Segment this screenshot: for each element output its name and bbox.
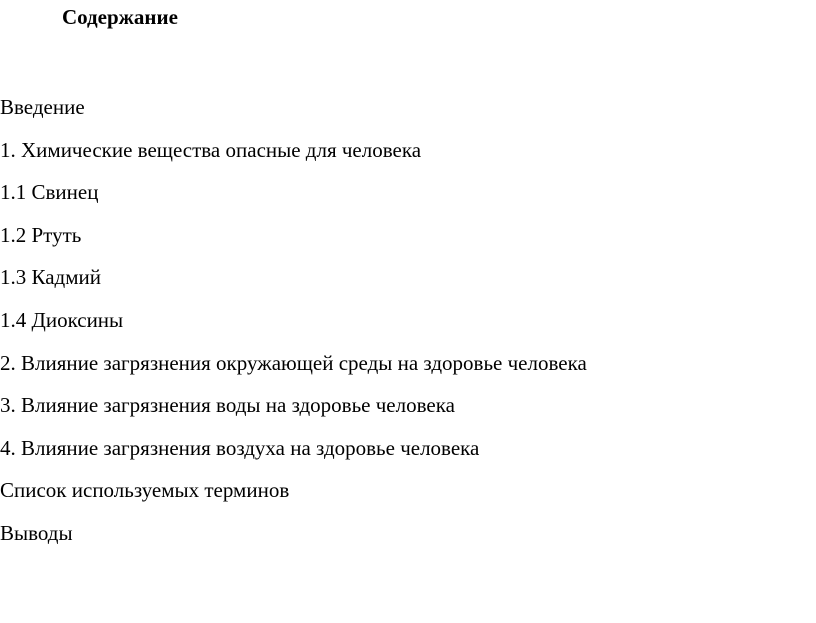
toc-title: Содержание bbox=[62, 5, 178, 29]
toc-item-chapter-2: 2. Влияние загрязнения окружающей среды на здоровье человека bbox=[0, 350, 587, 375]
toc-item-chapter-1: 1. Химические вещества опасные для человека bbox=[0, 137, 422, 162]
toc-item-introduction: Введение bbox=[0, 95, 85, 119]
toc-item-1-1: 1.1 Свинец bbox=[0, 180, 99, 205]
toc-item-1-3: 1.3 Кадмий bbox=[0, 265, 102, 290]
toc-item-1-4: 1.4 Диоксины bbox=[0, 307, 124, 332]
toc-item-terms: Список используемых терминов bbox=[0, 478, 290, 503]
toc-item-chapter-4: 4. Влияние загрязнения воздуха на здоровье человека bbox=[0, 435, 480, 460]
toc-item-1-2: 1.2 Ртуть bbox=[0, 222, 82, 247]
toc-list bbox=[0, 86, 587, 555]
toc-item-conclusions: Выводы bbox=[0, 520, 73, 545]
toc-item-chapter-3: 3. Влияние загрязнения воды на здоровье человека bbox=[0, 393, 455, 418]
